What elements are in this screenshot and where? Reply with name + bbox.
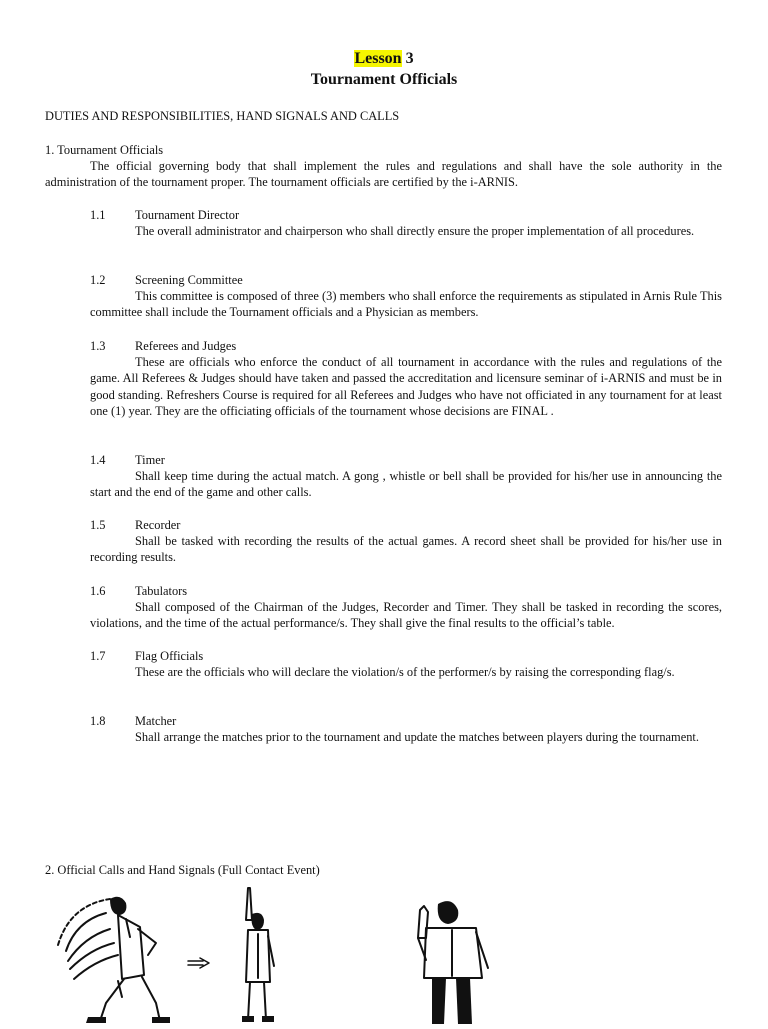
page-title: Tournament Officials (310, 71, 458, 88)
section2-heading: 2. Official Calls and Hand Signals (Full Contact Event) (45, 863, 320, 877)
item-number: 1.4 (90, 453, 106, 467)
item-number: 1.1 (90, 208, 106, 222)
item-number: 1.6 (90, 584, 106, 598)
item-number: 1.7 (90, 649, 106, 663)
item-heading-1-2 (90, 272, 243, 288)
lesson-number: 3 (405, 50, 414, 67)
item-heading-1-8 (90, 713, 176, 729)
referee-sweeping-arm-figure (48, 885, 173, 1024)
item-title: Screening Committee (135, 273, 243, 287)
item-title: Flag Officials (135, 649, 204, 663)
item-body-1-1: The overall administrator and chairperson who shall directly ensure the proper implementation of all procedures. (135, 224, 695, 238)
item-heading-1-7 (90, 648, 203, 664)
item-title: Timer (135, 453, 165, 467)
item-body-1-6: Shall composed of the Chairman of the Judges, Recorder and Timer. They shall be tasked in recording the scores, violations, and the time of the actual performance/s. They shall give the final results to the official’s table. (90, 600, 722, 631)
item-body-1-3: These are officials who enforce the conduct of all tournament in accordance with the rules and regulations of the game. All Referees & Judges should have taken and passed the accreditation and licensure seminar of i-ARNIS and must be in good standing. Refreshers Course is required for all Referees and Judges who have not officiated in any tournament for at least one (1) year. They are the officiating officials of the tournament whose decisions are FINAL . (90, 355, 722, 419)
item-body-1-5: Shall be tasked with recording the results of the actual games. A record sheet shall be provided for his/her use in recording results. (90, 534, 722, 565)
item-body-1-2: This committee is composed of three (3) members who shall enforce the requirements as stipulated in Arnis Rule This committee shall include the Tournament officials and a Physician as members. (90, 289, 722, 320)
item-title: Recorder (135, 518, 181, 532)
item-title: Tournament Director (135, 208, 240, 222)
item-heading-1-5 (90, 517, 180, 533)
lesson-word-highlight: Lesson (354, 50, 402, 67)
item-body-1-4: Shall keep time during the actual match. A gong , whistle or bell shall be provided for his/her use in announcing the start and the end of the game and other calls. (90, 469, 722, 500)
item-number: 1.2 (90, 273, 106, 287)
item-heading-1-6 (90, 583, 187, 599)
sequence-arrow (187, 956, 211, 970)
item-number: 1.8 (90, 714, 106, 728)
section1-heading: 1. Tournament Officials (45, 143, 164, 157)
item-title: Referees and Judges (135, 339, 237, 353)
lesson-line (0, 48, 768, 69)
item-number: 1.3 (90, 339, 106, 353)
item-title: Matcher (135, 714, 177, 728)
item-heading-1-1 (90, 207, 239, 223)
title-block (0, 48, 768, 90)
section-heading: DUTIES AND RESPONSIBILITIES, HAND SIGNALS AND CALLS (45, 109, 400, 123)
referee-hand-front-figure (404, 898, 496, 1024)
item-heading-1-4 (90, 452, 165, 468)
item-number: 1.5 (90, 518, 106, 532)
section1-intro: The official governing body that shall implement the rules and regulations and shall have the sole authority in the administration of the tournament proper. The tournament officials are certified by the i-ARNIS. (45, 159, 722, 190)
item-body-1-7: These are the officials who will declare the violation/s of the performer/s by raising the corresponding flag/s. (135, 665, 675, 679)
referee-raised-arm-figure (228, 886, 280, 1024)
item-body-1-8: Shall arrange the matches prior to the tournament and update the matches between players during the tournament. (135, 730, 699, 744)
item-title: Tabulators (135, 584, 188, 598)
item-heading-1-3 (90, 338, 236, 354)
